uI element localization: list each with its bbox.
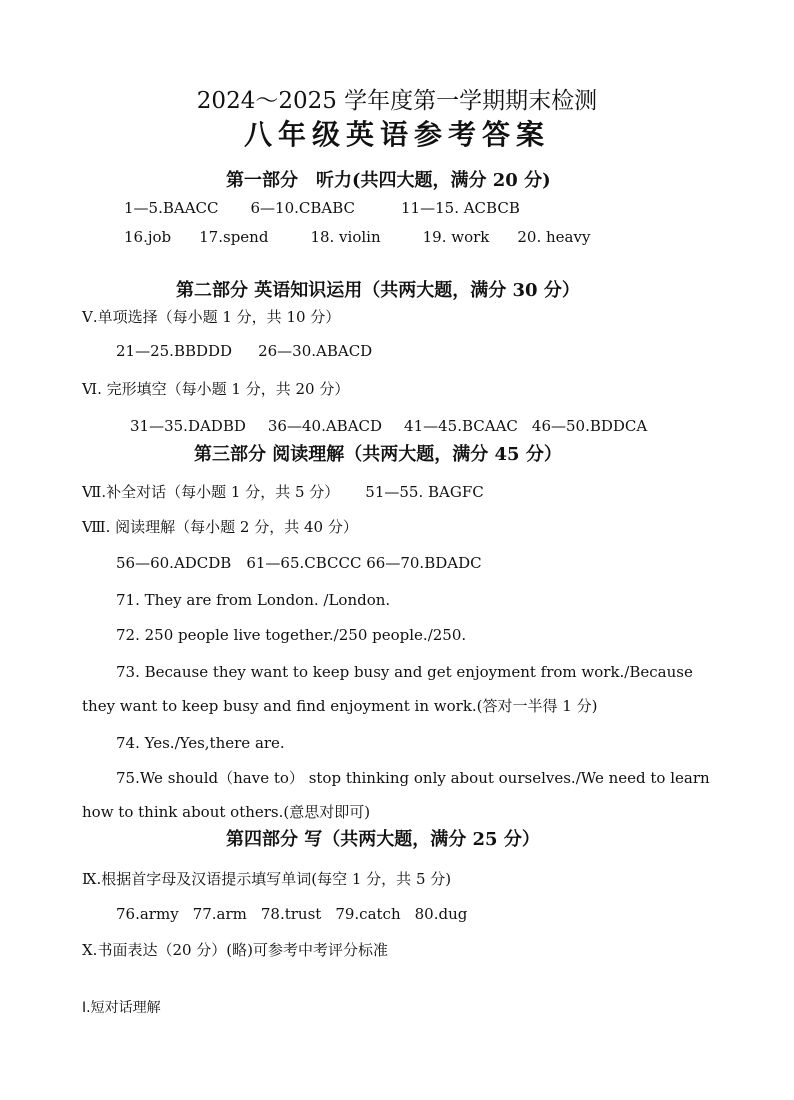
answer-group: 11—15. ACBCB (401, 199, 520, 217)
section-5-answers (116, 342, 372, 360)
answer-item: 18. violin (310, 228, 381, 246)
section-9-answers (116, 905, 467, 923)
answer-item: 20. heavy (517, 228, 591, 246)
section-6-answers (130, 417, 647, 435)
answer-item: 16.job (124, 228, 172, 246)
section-7-label: Ⅶ.补全对话（每小题 1 分，共 5 分） (82, 483, 340, 501)
footer-section-label: Ⅰ.短对话理解 (82, 1000, 161, 1016)
answer-item: 80.dug (414, 905, 468, 923)
answer-item: 78.trust (260, 905, 322, 923)
answer-group: 1—5.BAACC (124, 199, 219, 217)
section-7-title (82, 481, 484, 502)
question-74-answer: 74. Yes./Yes,there are. (116, 734, 285, 752)
part1-answers-row2 (124, 228, 590, 246)
answer-item: 19. work (422, 228, 490, 246)
section-5-title: Ⅴ.单项选择（每小题 1 分，共 10 分） (82, 308, 341, 326)
question-73-answer: 73. Because they want to keep busy and get enjoyment from work./Because they want to keep busy and find enjoyment in work.(答对一半得 1 分) (82, 663, 693, 715)
part3-heading: 第三部分 阅读理解（共两大题，满分 45 分） (194, 444, 562, 465)
answer-item: 77.arm (192, 905, 247, 923)
part1-heading: 第一部分 听力(共四大题，满分 20 分) (226, 170, 551, 191)
section-8-answers: 56—60.ADCDB 61—65.CBCCC 66—70.BDADC (116, 554, 482, 572)
answer-group: 26—30.ABACD (258, 342, 373, 360)
section-8-title: Ⅷ. 阅读理解（每小题 2 分，共 40 分） (82, 518, 358, 536)
section-7-answers: 51—55. BAGFC (365, 483, 484, 501)
document-title: 2024～2025 学年度第一学期期末检测 (196, 88, 598, 114)
answer-group: 31—35.DADBD (130, 417, 246, 435)
section-9-title: Ⅸ.根据首字母及汉语提示填写单词(每空 1 分，共 5 分) (82, 870, 452, 888)
question-75-answer: 75.We should（have to） stop thinking only about ourselves./We need to learn how to think about others.(意思对即可) (82, 769, 710, 821)
part1-answers-row1 (124, 199, 520, 217)
document-subtitle: 八年级英语参考答案 (243, 118, 550, 151)
answer-group: 46—50.BDDCA (531, 417, 648, 435)
answer-group: 41—45.BCAAC (404, 417, 518, 435)
question-72-answer: 72. 250 people live together./250 people./250. (116, 626, 467, 644)
section-10-title: Ⅹ.书面表达（20 分）(略)可参考中考评分标准 (82, 941, 389, 959)
section-6-title: Ⅵ. 完形填空（每小题 1 分，共 20 分） (82, 380, 350, 398)
answer-item: 79.catch (335, 905, 401, 923)
answer-item: 17.spend (199, 228, 269, 246)
answer-group: 6—10.CBABC (250, 199, 356, 217)
answer-group: 36—40.ABACD (267, 417, 383, 435)
part4-heading: 第四部分 写（共两大题，满分 25 分） (226, 829, 540, 850)
question-71-answer: 71. They are from London. /London. (116, 591, 391, 609)
part2-heading: 第二部分 英语知识运用（共两大题，满分 30 分） (176, 280, 580, 301)
answer-item: 76.army (116, 905, 179, 923)
answer-group: 21—25.BBDDD (116, 342, 233, 360)
